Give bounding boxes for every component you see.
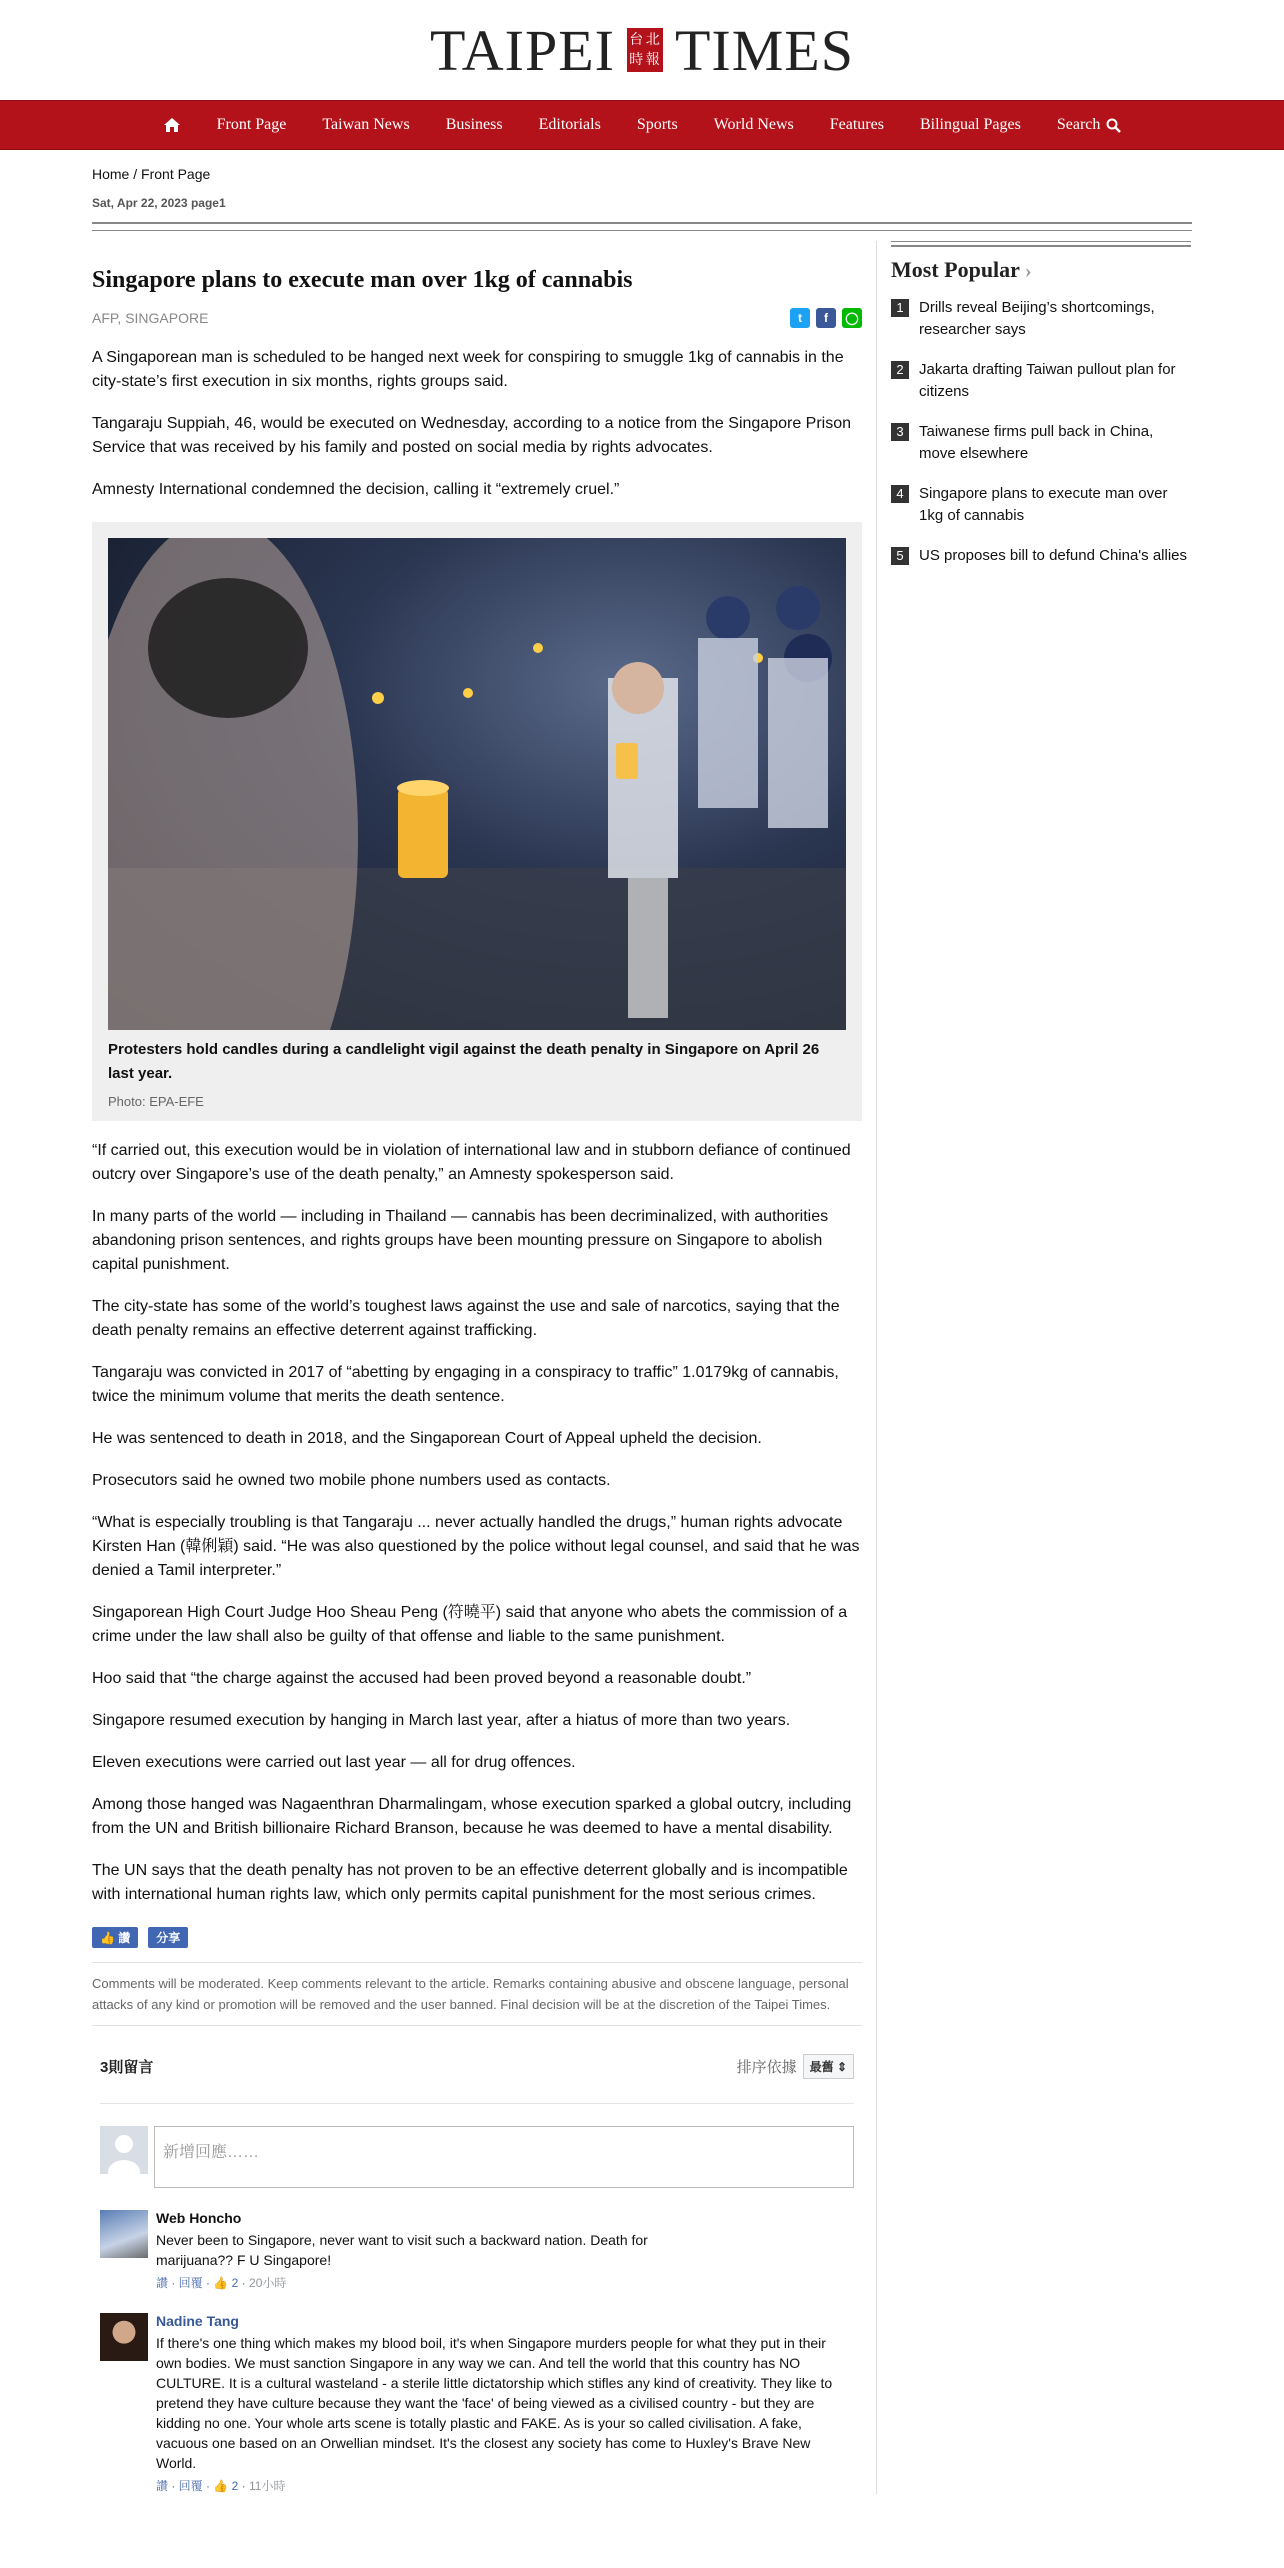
home-icon xyxy=(163,117,181,133)
article-paragraph: Tangaraju was convicted in 2017 of “abetting by engaging in a conspiracy to traffic” 1.0179kg of cannabis, twice the minimum volume that merits the death sentence. xyxy=(92,1364,839,1405)
nav-taiwan-news[interactable]: Taiwan News xyxy=(322,116,410,133)
nav-editorials[interactable]: Editorials xyxy=(538,116,601,133)
facebook-icon[interactable]: f xyxy=(816,308,836,328)
comment-input[interactable]: 新增回應…… xyxy=(154,2126,854,2188)
comment-count: 3則留言 xyxy=(100,2059,154,2076)
comment xyxy=(100,2313,854,2494)
comments-header xyxy=(92,2054,862,2079)
sort-control xyxy=(737,2054,854,2079)
article-paragraph: In many parts of the world — including in Thailand — cannabis has been decriminalized, with authorities abandoning prison sentences, and rights groups have been mounting pressure on Singapore to abolish capital punishment. xyxy=(92,1208,829,1273)
comment-text: Never been to Singapore, never want to visit such a backward nation. Death for marijuana?? F U Singapore! xyxy=(156,2232,648,2268)
column-divider xyxy=(876,241,877,2494)
popular-item[interactable]: 3 Taiwanese firms pull back in China, move elsewhere xyxy=(891,421,1191,465)
vigil-photo-illustration xyxy=(108,538,846,1030)
sort-select[interactable]: 最舊 ⇕ xyxy=(803,2054,854,2079)
popular-item[interactable]: 1 Drills reveal Beijing’s shortcomings, researcher says xyxy=(891,297,1191,341)
logo-text-left: TAIPEI xyxy=(430,17,615,83)
photo-caption: Protesters hold candles during a candlelight vigil against the death penalty in Singapore on April 26 last year. xyxy=(108,1041,820,1082)
article-paragraph: He was sentenced to death in 2018, and the Singaporean Court of Appeal upheld the decision. xyxy=(92,1430,762,1447)
avatar[interactable] xyxy=(100,2210,148,2258)
comment xyxy=(100,2210,854,2291)
article-paragraph: “If carried out, this execution would be in violation of international law and in stubborn defiance of continued outcry over Singapore’s use of the death penalty,” an Amnesty spokesperson said. xyxy=(92,1142,851,1183)
sort-caret-icon: ⇕ xyxy=(836,2060,847,2074)
article-paragraph: Eleven executions were carried out last year — all for drug offences. xyxy=(92,1754,576,1771)
logo-seal-icon: 台 北 時 報 xyxy=(627,28,663,72)
breadcrumb xyxy=(92,166,1192,182)
like-count-icon: 👍 xyxy=(213,2276,229,2290)
article-title: Singapore plans to execute man over 1kg of cannabis xyxy=(92,267,633,293)
nav-search-label: Search xyxy=(1056,116,1101,133)
article-paragraph: “What is especially troubling is that Tangaraju ... never actually handled the drugs,” human rights advocate Kirsten Han (韓俐穎) said. “He was also questioned by the police without legal counsel, and said that he was denied a Tamil interpreter.” xyxy=(92,1514,860,1579)
thumbs-up-icon: 👍 xyxy=(100,1931,119,1945)
nav-business[interactable]: Business xyxy=(445,116,503,133)
comment-text: If there's one thing which makes my blood boil, it's when Singapore murders people for what they put in their own bodies. We must sanction Singapore in any way we can. And tell the world that this country has NO CULTURE. It is a cultural wasteland - a sterile little dictatorship which stifles any kind of creativity. They like to pretend they have culture because they want the 'face' of being viewed as a civilised country - but they are kidding no one. Your whole arts scene is totally plastic and FAKE. As is your so called civilisation. A fake, vacuous one based on an Orwellian mindset. It's the closest any society has come to Huxley's Brave New World. xyxy=(156,2335,833,2471)
comment-meta: 讚 · 回覆 · 👍 2 · 20小時 xyxy=(156,2276,287,2290)
facebook-share-button[interactable]: 分享 xyxy=(148,1927,188,1948)
avatar[interactable] xyxy=(100,2313,148,2361)
nav-home[interactable] xyxy=(145,117,199,133)
nav-sports[interactable]: Sports xyxy=(636,116,678,133)
most-popular-title[interactable]: Most Popular › xyxy=(891,245,1191,283)
share-buttons xyxy=(790,308,862,328)
comment-meta: 讚 · 回覆 · 👍 2 · 11小時 xyxy=(156,2479,286,2493)
like-count: 2 xyxy=(231,2479,239,2493)
article xyxy=(92,241,862,2494)
nav-search[interactable] xyxy=(1039,116,1140,134)
sort-label: 排序依據 xyxy=(736,2059,797,2076)
article-paragraph: Amnesty International condemned the decision, calling it “extremely cruel.” xyxy=(92,481,620,498)
nav-world-news[interactable]: World News xyxy=(713,116,794,133)
like-count-icon: 👍 xyxy=(213,2479,229,2493)
search-icon xyxy=(1106,118,1121,133)
logo-text-right: TIMES xyxy=(674,17,854,83)
chevron-right-icon: › xyxy=(1025,260,1032,282)
comment-actions[interactable]: 讚 · 回覆 · xyxy=(156,2276,214,2290)
popular-item[interactable]: 2 Jakarta drafting Taiwan pullout plan for citizens xyxy=(891,359,1191,403)
line-icon[interactable]: ◯ xyxy=(842,308,862,328)
comment-time[interactable]: 11小時 xyxy=(249,2479,286,2493)
twitter-icon[interactable]: t xyxy=(790,308,810,328)
new-comment xyxy=(100,2126,854,2188)
article-byline: AFP, SINGAPORE xyxy=(92,310,209,326)
article-photo[interactable] xyxy=(108,538,846,1030)
article-paragraph: The UN says that the death penalty has not proven to be an effective deterrent globally and is incompatible with international human rights law, which only permits capital punishment for the most serious crimes. xyxy=(92,1862,848,1903)
issue-date: Sat, Apr 22, 2023 page1 xyxy=(92,196,226,210)
breadcrumb-separator: / xyxy=(133,166,138,182)
popular-item[interactable]: 4 Singapore plans to execute man over 1kg of cannabis xyxy=(891,483,1191,527)
article-paragraph: Among those hanged was Nagaenthran Dharmalingam, whose execution sparked a global outcry, including from the UN and British billionaire Richard Branson, because he was deemed to have a mental disability. xyxy=(92,1796,852,1837)
photo-credit: Photo: EPA-EFE xyxy=(108,1094,204,1109)
most-popular xyxy=(891,241,1191,2494)
masthead xyxy=(0,0,1284,100)
moderation-notice: Comments will be moderated. Keep comments relevant to the article. Remarks containing abusive and obscene language, personal attacks of any kind or promotion will be removed and the user banned. Final decision will be at the discretion of the Taipei Times. xyxy=(92,1962,862,2026)
article-paragraph: Tangaraju Suppiah, 46, would be executed on Wednesday, according to a notice from the Singapore Prison Service that was received by his family and posted on social media by rights advocates. xyxy=(92,415,852,456)
like-count: 2 xyxy=(231,2276,239,2290)
divider xyxy=(92,222,1192,231)
article-paragraph: A Singaporean man is scheduled to be hanged next week for conspiring to smuggle 1kg of cannabis in the city-state’s first execution in six months, rights groups said. xyxy=(92,349,844,390)
default-avatar-icon xyxy=(100,2126,148,2174)
article-paragraph: Hoo said that “the charge against the accused had been proved beyond a reasonable doubt.” xyxy=(92,1670,752,1687)
nav-front-page[interactable]: Front Page xyxy=(216,116,287,133)
nav-features[interactable]: Features xyxy=(829,116,884,133)
facebook-actions xyxy=(92,1927,862,1948)
site-logo[interactable] xyxy=(430,17,854,84)
facebook-like-button[interactable]: 👍 讚 xyxy=(92,1927,138,1948)
article-paragraph: Singapore resumed execution by hanging in March last year, after a hiatus of more than two years. xyxy=(92,1712,791,1729)
breadcrumb-section[interactable]: Front Page xyxy=(141,166,211,182)
main-nav xyxy=(0,100,1284,150)
nav-bilingual-pages[interactable]: Bilingual Pages xyxy=(919,116,1021,133)
comment-author[interactable]: Nadine Tang xyxy=(156,2313,239,2329)
article-paragraph: The city-state has some of the world’s toughest laws against the use and sale of narcotics, saying that the death penalty remains an effective deterrent against trafficking. xyxy=(92,1298,840,1339)
article-photo-box xyxy=(92,522,862,1121)
comment-time[interactable]: 20小時 xyxy=(249,2276,287,2290)
comment-author[interactable]: Web Honcho xyxy=(156,2210,242,2226)
article-paragraph: Prosecutors said he owned two mobile phone numbers used as contacts. xyxy=(92,1472,611,1489)
article-paragraph: Singaporean High Court Judge Hoo Sheau Peng (符曉平) said that anyone who abets the commission of a crime under the law shall also be guilty of that offense and liable to the same punishment. xyxy=(92,1604,848,1645)
divider xyxy=(100,2103,854,2104)
popular-item[interactable]: 5 US proposes bill to defund China's allies xyxy=(891,545,1191,567)
comment-actions[interactable]: 讚 · 回覆 · xyxy=(156,2479,214,2493)
breadcrumb-home[interactable]: Home xyxy=(92,166,130,182)
